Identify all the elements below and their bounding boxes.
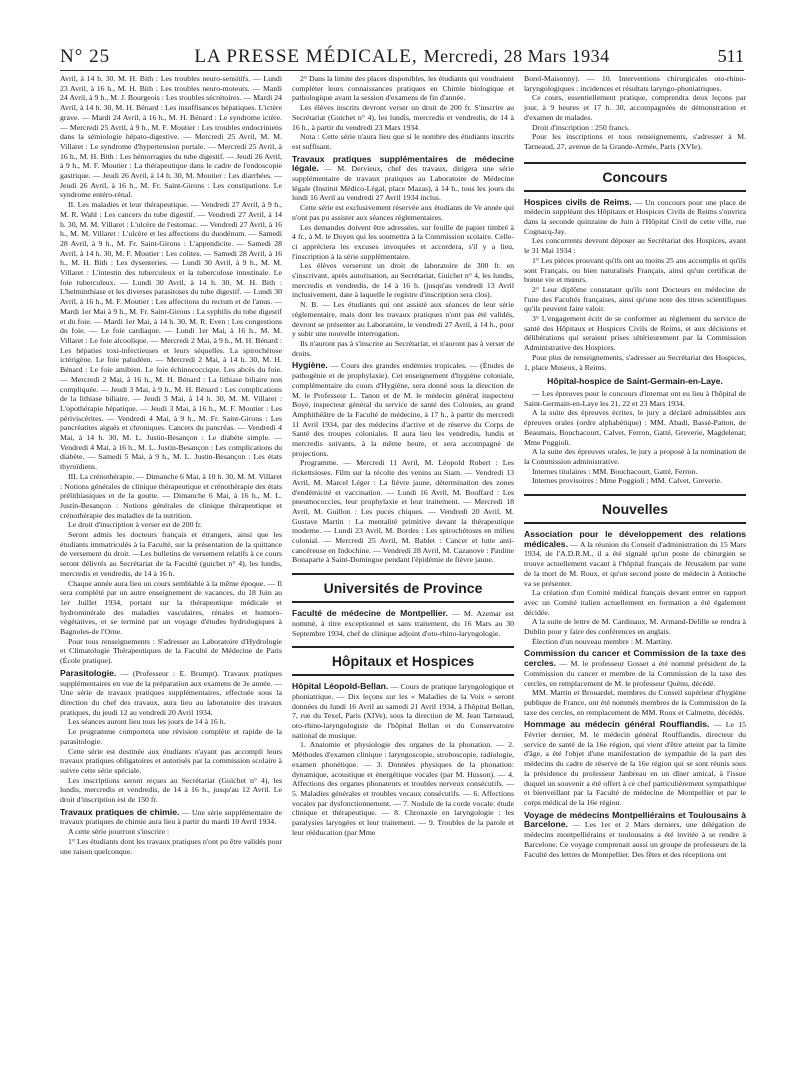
paragraph: Nota : Cette série n'aura lieu que si le nombre des étudiants inscrits est suffisant. — [292, 132, 514, 151]
issue-number: N° 25 — [60, 46, 111, 67]
paragraph: A cette série pourront s'inscrire : — [68, 827, 170, 837]
paragraph: 2° Dans la limite des places disponibles, les étudiants qui voudraient compléter leurs connaissances pratiques en Chimie biologique et pathologique avant la session d'examens de fin d'année. — [292, 74, 514, 103]
paragraph: Ce cours, essentiellement pratique, comprendra deux leçons par jour, à 9 heures et 17 h. 30, accompagnées de démonstration et d'examen de malades. — [524, 93, 746, 122]
article-heading: Hygiène. — [292, 360, 328, 371]
article-text: — Les 1er et 2 Mars derniers, une délégation de médecins montpelliérains et toulousains a été invitée à se rendre à Barcelone. Ce voyage comprenait aussi un groupe de professeurs de la Faculté des lettres de Montpellier. Des fêtes et des réceptions ont — [524, 820, 746, 859]
paragraph: Borel-Maisonny). — 10. Interventions chirurgicales oto-rhino-laryngologiques : incidences et résultats laryngo-phoniatriques. — [524, 74, 746, 93]
article-text: — M. le professeur Gosset a été nommé président de la Commission du cancer et membre de la Commission de la taxe des cercles, en remplacement de M. le professeur Quénu, décédé. — [524, 659, 747, 688]
paragraph: Programme. — Mercredi 11 Avril, M. Léopold Robert : Les rickettsioses. Film sur la récolte des venins au Siam. — Vendredi 13 Avril, M. Marcel Léger : La fièvre jaune, détermination des zones d'endémicité et vaccination. — Lundi 16 Avril, M. Bouffard : Les pneumococcies, leur prophylaxie et leur traitement. — Mercredi 18 Avril, M. Guillon : Les puces chiques. — Vendredi 20 Avril, M. Gustave Martin : La mentalité primitive devant la thérapeutique moderne. — Lundi 23 Avril, M. Bordes : Les spirochétoses en milieu colonial. — Mercredi 25 Avril, M. Bablet : Cancer et lutte anti-cancéreuse en Indochine. — Vendredi 28 Avril, M. Cazanove : Pauline Bonaparte à Saint-Domingue pendant l'épidémie de fièvre jaune. — [292, 458, 514, 565]
article-text: — M. Azemar est nommé, à titre exceptionnel et sans traitement, du 16 Mars au 30 Septembre 1934, chef de clinique adjoint d'oto-rhino-laryngologie. — [292, 609, 514, 638]
paragraph: Pour plus de renseignements, s'adresser au Secrétariat des Hospices, 1, place Museux, à Reims. — [524, 352, 746, 372]
paragraph: II. Les maladies et leur thérapeutique. — Vendredi 27 Avril, à 9 h., M. R. Wahl : Les cancers du tube digestif. — Vendredi 27 Avril, à 14 h. 30, M. M. Villaret : L'ulcère de l'estomac. — Vendredi 27 Avril, à 16 h., M. M. Villaret : L'ulcère et les affections du duodénum. — Samedi 28 Avril, à 9 h., M. Fr. Saint-Girons : L'appendicite. — Samedi 28 Avril, à 14 h. 30, M. F. Moutier : Les colites. — Samedi 28 Avril, à 16 h., M. H. Bith : Les dysenteries. — Lundi 30 Avril, à 9 h., M. M. Villaret : L'intestin des tuberculeux et la tuberculose intestinale. Le foie tuberculeux. — Lundi 30 Avril, à 14 h. 30, M. H. Bith : L'helminthiase et les diverses parasitoses du tube digestif. — Lundi 30 Avril, à 16 h., M. F. Moutier : Les affections du rectum et de l'anus. — Mardi 1er Mai à 9 h., M. Fr. Saint-Girons : La syphilis du tube digestif et du foie. — Mardi 1er Mai, à 14 h. 30, M. R. Even : Les congestions du foie. — Le foie cardiaque. — Lundi 1er Mai, à 16 h., M. M. Villaret : Le foie alcoolique. — Mercredi 2 Mai, à 9 h., M. H. Bénard : Les hépaties toxi-infectieuses et leurs séquelles. La spirochétose ictérigène. Le foie paludéen. — Mercredi 2 Mai, à 14 h. 30, M. H. Bénard : Le foie amibien. Le foie échinococcique. Les abcès du foie. — Mercredi 2 Mai, à 16 h., M. H. Bénard : La lithiase biliaire non compliquée. — Jeudi 3 Mai, à 9 h., M. H. Bénard : Les complications de la lithiase biliaire. — Jeudi 3 Mai, à 14 h. 30, M. M. Villaret : L'opothérapie hépatique. — Jeudi 3 Mai, à 16 h., M. F. Moutier : Les périviscérites. — Vendredi 4 Mai, à 9 h., M. Fr. Saint-Girons : Les pancréatites aiguës et chroniques. Cancers du pancréas. — Vendredi 4 Mai, à 14 h. 30, M. L. Justin-Besançon : Le diabète simple. — Vendredi 4 Mai, à 16 h., M. L. Justin-Besançon : Les complications du diabète. — Samedi 5 Mai, à 9 h., M. L. Justin-Besançon : Les états thyroïdiens. — [60, 200, 282, 472]
paragraph: 1. Anatomie et physiologie des organes de la phonation. — 2. Méthodes d'examen clinique : laryngoscopie, stroboscopie, radiologie, examen phonétique. — 3. Données physiques de la phonation: dynamique, acoustique et énergétique vocales (par M. Husson). — 4. Affections des organes phonateurs et troubles nerveux consécutifs. — 5. Maladies générales et troubles vocaux consécutifs. — 6. Affections vocales par dysfonctionnement. — 7. Nodule de la corde vocale: étude clinique et thérapeutique. — 8. Chronaxie en laryngologie : les paralysies laryngées et leur traitement. — 9. Troubles de la parole et leur rééducation (par Mme — [292, 740, 514, 837]
journal-name: LA PRESSE MÉDICALE, — [194, 46, 418, 67]
article-heading: Hospices civils de Reims. — [524, 196, 632, 207]
header-rule — [60, 70, 744, 71]
article — [60, 808, 282, 827]
paragraph: N. B. — Les étudiants qui ont assisté aux séances de leur série réglementaire, mais dont les travaux pratiques n'ont pas été validés, devront se présenter au Laboratoire, le vendredi 27 Avril, à 14 h., pour y subir une nouvelle interrogation. — [292, 300, 514, 339]
paragraph: La création d'un Comité médical français devant entrer en rapport avec un Comité italien actuellement en formation a été également décidée. — [524, 588, 746, 617]
paragraph: Le programme comportera une révision complète et rapide de la parasitologie. — [60, 727, 282, 746]
paragraph: Ils n'auront pas à s'inscrire au Secrétariat, et n'auront pas à verser de droits. — [292, 338, 514, 358]
article-text: — Un concours pour une place de médecin suppléant des Hôpitaux et Hospices Civils de Reims s'ouvrira dans la seconde quinzaine de Juin à l'Hôpital Civil de cette ville, rue Cognacq-Jay. — [524, 197, 746, 236]
paragraph: — Les épreuves pour le concours d'internat ont eu lieu à l'hôpital de Saint-Germain-en-Laye les 21, 22 et 23 Mars 1934. — [524, 388, 746, 408]
paragraph: Pour tous renseignements : S'adresser au Laboratoire d'Hydrologie et Climatologie Thérapeutiques de la Faculté de Médecine de Paris (École pratique). — [60, 636, 282, 666]
article — [60, 669, 282, 718]
paragraph: Les séances auront lieu tous les jours de 14 à 16 h. — [68, 717, 226, 727]
paragraph: Seront admis les docteurs français et étrangers, ainsi que les étudiants immatriculés à la Faculté, sur la présentation de la quittance de versement du droit. —Les bulletins de versement relatifs à ce cours seront délivrés au Secrétariat de la Faculté (guichet n° 4), les lundis, mercredis et vendredis, de 14 à 16 h. — [60, 530, 282, 578]
paragraph: Droit d'inscription : 250 francs. — [532, 122, 630, 132]
article — [292, 155, 514, 204]
article-text: — (Professeur : E. Brumpt). Travaux pratiques supplémentaires en vue de la préparation aux examens de 3e année. — Une série de travaux pratiques supplémentaires, effectuée sous la direction du chef des travaux, aura lieu au laboratoire des travaux pratiques, du jeudi 12 au vendredi 20 Avril 1934. — [60, 668, 282, 717]
article — [524, 720, 746, 807]
article-text: — Une série supplémentaire de travaux pratiques de chimie aura lieu à partir du mardi 10 Avril 1934. — [60, 807, 282, 827]
article — [524, 530, 746, 588]
column-1 — [60, 74, 282, 856]
article-text: — Cours des grandes endémies tropicales. — (Études de pathogénie et de prophylaxie). Cet enseignement d'hygiène coloniale, complémentaire du cours d'Hygiène, sera donné sous la direction de M. le Professeur L. Tanon et de M. le médecin général inspecteur Boyé, inspecteur général du service de santé des Colonies, au grand Amphithéâtre de la Faculté de médecine, à 17 h., à partir du mercredi 11 Avril 1934, par des médecins d'active et de réserve du Corps de Santé des troupes coloniales. Il aura lieu les vendredis, lundis et mercredis suivants, à la même heure, et sera accompagné de projections. — [292, 361, 514, 458]
article-heading: Hôpital Léopold-Bellan. — [292, 681, 389, 692]
paragraph: Le droit d'inscription à verser est de 200 fr. — [68, 520, 203, 530]
paragraph: Les inscriptions seront reçues au Secrétariat (Guichet n° 4), les lundis, mercredis et vendredis, de 14 à 16 h., jusqu'au 12 Avril. Le droit d'inscription est de 150 fr. — [60, 775, 282, 805]
page-header — [60, 44, 744, 70]
article — [292, 682, 514, 740]
article-heading: Travaux pratiques supplémentaires de médecine légale. — [292, 153, 514, 174]
section-heading-universites: Universités de Province — [292, 573, 514, 603]
article-heading: Travaux pratiques de chimie. — [60, 806, 180, 817]
paragraph: Les élèves verseront un droit de laboratoire de 300 fr. en s'inscrivant, après autorisation, au Secrétariat, Guichet n° 4, les lundis, mercredis et vendredis, de 14 à 16 h. (jusqu'au vendredi 13 Avril inclusivement, date à laquelle le registre d'inscription sera clos). — [292, 261, 514, 300]
paragraph: Élection d'un nouveau membre : M. Martiny. — [532, 636, 673, 646]
paragraph: Cette série est destinée aux étudiants n'ayant pas accompli leurs travaux pratiques obligatoires et autorisés par la commission scolaire à suivre cette série spéciale. — [60, 746, 282, 775]
paragraph: Internes titulaires : MM. Bouchacourt, Gatté, Ferron. — [532, 466, 698, 476]
paragraph: 1° Les pièces prouvant qu'ils ont au moins 25 ans accomplis et qu'ils sont Français, ou bien naturalisés Français, ainsi qu'un certificat de bonne vie et mœurs. — [524, 255, 746, 285]
article — [524, 811, 746, 860]
article-text: — A la réunion du Conseil d'administration du 15 Mars 1934, de l'A.D.R.M., il a été signalé qu'un poste de chirurgien se trouve actuellement vacant à l'hôpital français de Jérusalem par suite de la mort de M. Roux, et qu'un second poste de médecin à Antioche va se présenter. — [524, 539, 746, 588]
column-3 — [524, 74, 746, 859]
paragraph: Chaque année aura lieu un cours semblable à la même époque. — Il sera complété par un autre enseignement de vacances, du 18 Juin au 1er Juillet 1934, portant sur la thérapeutique médicale et hydrominérale des maladies vasculaires, rénales et humoro-végétatives, et se terminé par un voyage d'études hydrologiques à Bagnoles-de l'Orne. — [60, 578, 282, 637]
paragraph: 3° L'engagement écrit de se conformer au règlement du service de santé des Hôpitaux et Hospices Civils de Reims, et aux décisions et délibérations qui seraient prises ultérieurement par la Commission Administrative des Hospices. — [524, 314, 746, 353]
article-text: — Le 15 Février dernier, M. le médecin général Rouffiandis, directeur du service de santé de la 16e région, qui vient d'être atteint par la limite d'âge, a été l'objet d'une manifestation de sympathie de la part des médecins du cadre de réserve de la 16e région qui se sont réunis sous la présidence du professeur Janbreau en un dîner amical, à l'issue duquel un souvenir a été offert à ce chef particulièrement sympathique et bienveillant par la Faculté de médecine de Montpellier et par le corps médical de la 16e région. — [524, 720, 747, 807]
article-heading: Voyage de médecins Montpelliérains et Toulousains à Barcelone. — [524, 809, 746, 830]
section-heading-nouvelles: Nouvelles — [524, 494, 746, 524]
paragraph: III. La crénothérapie. — Dimanche 6 Mai, à 10 h. 30, M. M. Villaret : Notions générales de clinique thérapeutique et crénothérapie des états prélithiasiques et de la goutte. — Dimanche 6 Mai, à 16 h., M. L. Justin-Besançon : Notions générales de clinique thérapeutique et crénothérapie des maladies de la nutrition. — [60, 471, 282, 520]
paragraph: A la suite des épreuves écrites, le jury a déclaré admissibles aux épreuves orales (ordre alphabétique) : MM. Abadi, Bassé-Patton, de Beaumais, Bouchacourt, Calvet, Ferron, Gatté, Greverie, Magdelenat; Mme Poggioli. — [524, 408, 746, 447]
paragraph: MM. Martin et Brouardel, membres du Conseil supérieur d'hygiène publique de France, ont été nommés membres de la Commission de la taxe des cercles, en remplacement de MM. Roux et Calmette, décédés. — [524, 688, 746, 717]
paragraph: Les élèves inscrits devront verser un droit de 200 fr. S'inscrire au Secrétariat (Guichet n° 4), les lundis, mercredis et vendredis, de 14 à 16 h., à partir du vendredi 23 Mars 1934. — [292, 103, 514, 132]
journal-title — [60, 46, 744, 68]
paragraph: A la suite des épreuves orales, le jury a proposé à la nomination de la Commission administrative. — [524, 447, 746, 466]
page-number: 511 — [717, 46, 744, 66]
paragraph: Les demandes doivent être adressées, sur feuille de papier timbré à 4 fr., à M. le Doyen qui les soumettra à la Commission scolaire. Celle-ci appréciera les excuses invoquées et accordera, s'il y a lieu, l'inscription à la série supplémentaire. — [292, 222, 514, 261]
article-text: — M. Dervieux, chef des travaux, dirigera une série supplémentaire de travaux pratiques au Laboratoire de Médecine légale (Institut Médico-Légal, place Mazas), à 14 h., tous les jours du lundi 16 Avril au vendredi 27 Avril 1934 inclus. — [292, 164, 514, 203]
paragraph: Pour les inscriptions et tous renseignements, s'adresser à M. Tarneaud, 27, avenue de la Grande-Armée, Paris (XVIe). — [524, 132, 746, 151]
article — [524, 198, 746, 237]
column-2 — [292, 74, 514, 838]
paragraph: 1° Les étudiants dont les travaux pratiques n'ont pu être validés pour une raison quelconque. — [60, 836, 282, 856]
article-heading: Faculté de médecine de Montpellier. — [292, 608, 448, 619]
section-heading-concours: Concours — [524, 162, 746, 192]
paragraph: Avril, à 14 h. 30. M. H. Bith : Les troubles neuro-sensitifs. — Lundi 23 Avril, à 16 h., M. H. Bith : Les troubles neuro-moteurs. — Mardi 24 Avril, à 9 h., M. J. Bourgeois : Les troubles sécrétoires. — Mardi 24 Avril, à 14 h. 30, M. H. Bénard : Les insuffisances hépatiques. L'ictère grave. — Mardi 24 Avril, à 16 h., M. H. Bénard : Le syndrome ictère. — Mercredi 25 Avril, à 9 h., M. F. Moutier : Les troubles endocriniens dans la sémiologie hépato-digestive. — Mercredi 25 Avril, M. M. Villaret : Le syndrome d'hypertension portale. — Mercredi 25 Avril, à 16 h., M. H. Bith : Les hémorragies du tube digestif. — Jeudi 26 Avril, à 9 h., M. F. Moutier : La thérapeutique dans le cadre de l'endoscopie gastrique. — Jeudi 26 Avril, à 14 h. 30, M. Moutier : Les diarrhées. — Jeudi 26 Avril, à 16 h., M. Fr. Saint-Girons : Les constipations. Le syndrome entéro-rénal. — [60, 74, 282, 200]
article-heading: Commission du cancer et Commission de la taxe des cercles. — [524, 648, 746, 669]
paragraph: Internes provisoires : Mme Poggioli ; MM. Calvet, Greverie. — [532, 476, 722, 486]
article-text: — Cours de pratique laryngologique et phoniatrique. — Dix leçons sur les « Maladies de la Voix » seront données du lundi 16 Avril au samedi 21 Avril 1934, à l'hôpital Bellan, 7, rue du Texel, Paris (XIVe), sous la direction de M. Jean Tarneaud, oto-rhino-laryngologiste de l'hôpital Bellan et du Conservatoire national de musique. — [292, 682, 515, 740]
article — [292, 361, 514, 458]
article-heading: Hommage au médecin général Rouffiandis. — [524, 719, 710, 730]
article — [292, 609, 514, 638]
article-heading: Hôpital-hospice de Saint-Germain-en-Laye. — [547, 376, 723, 387]
section-heading-hopitaux: Hôpitaux et Hospices — [292, 646, 514, 676]
issue-date: Mercredi, 28 Mars 1934 — [423, 46, 610, 66]
paragraph: Cette série est exclusivement réservée aux étudiants de Ve année qui n'ont pas pu assister aux séances réglementaires. — [292, 203, 514, 222]
article-heading: Parasitologie. — [60, 667, 117, 678]
paragraph: A la suite de lettre de M. Cardinaux, M. Armand-Delille se rendra à Dublin pour y faire des conférences en anglais. — [524, 617, 746, 637]
paragraph: Les concurrents devront déposer au Secrétariat des Hospices, avant le 31 Mai 1934 : — [524, 236, 746, 256]
article — [524, 649, 746, 688]
article-heading: Association pour le développement des relations médicales. — [524, 529, 746, 549]
paragraph: 2° Leur diplôme constatant qu'ils sont Docteurs en médecine de l'une des Facultés françaises, ainsi qu'une note des titres scientifiques qu'ils peuvent faire valoir. — [524, 284, 746, 314]
